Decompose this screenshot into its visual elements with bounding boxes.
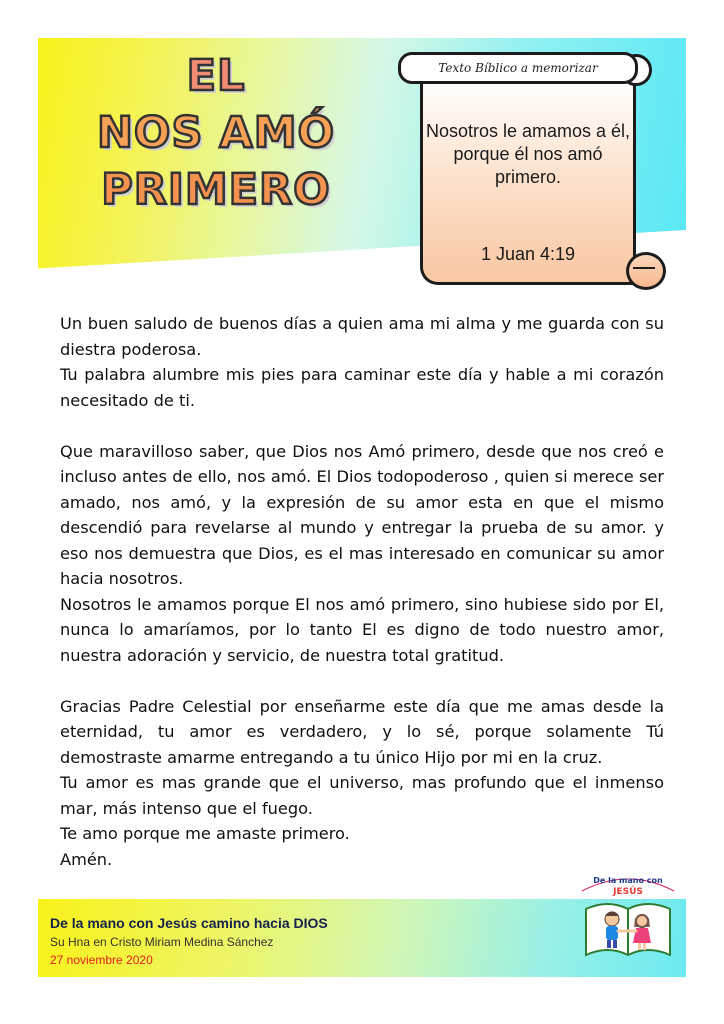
paragraph: Que maravilloso saber, que Dios nos Amó primero, desde que nos creó e incluso antes de ello, nos amó. El Dios todopoderoso , quien si merece ser amado, nos amó, y la expresión de su amor esta en que el mismo descendió para revelarse al mundo y entregar la prueba de su amor. y eso nos demuestra que Dios, es el mas interesado en comunicar su amor hacia nosotros.	[60, 441, 664, 588]
title-line-3: PRIMERO	[101, 165, 331, 215]
paragraph: Tu palabra alumbre mis pies para caminar este día y hable a mi corazón necesitado de ti.	[60, 365, 664, 410]
logo-text-brand: JESÚS	[613, 887, 643, 897]
logo-text-top: De la mano con	[593, 876, 663, 885]
scroll-curl-bottom-icon	[626, 252, 666, 290]
scroll-banner-label: Texto Bíblico a memorizar	[438, 61, 598, 75]
page-title	[86, 48, 346, 219]
footer-author: Su Hna en Cristo Miriam Medina Sánchez	[50, 935, 274, 949]
memory-verse-scroll	[398, 52, 670, 288]
paragraph: Un buen saludo de buenos días a quien ama mi alma y me guarda con su diestra poderosa.	[60, 314, 664, 359]
paragraph: Tu amor es mas grande que el universo, mas profundo que el inmenso mar, más intenso que el fuego.	[60, 773, 664, 818]
title-line-2: NOS AMÓ	[96, 108, 336, 158]
paragraph: Te amo porque me amaste primero.	[60, 824, 350, 843]
ministry-logo-icon	[568, 869, 688, 975]
footer-date: 27 noviembre 2020	[50, 953, 153, 967]
footer	[38, 876, 686, 977]
memory-verse-reference: 1 Juan 4:19	[480, 244, 576, 264]
paragraph: Nosotros le amamos porque El nos amó primero, sino hubiese sido por El, nunca lo amaríamos, por lo tanto El es digno de todo nuestro amor, nuestra adoración y servicio, de nuestra total gratitud.	[60, 594, 664, 665]
title-line-1: EL	[186, 51, 246, 101]
paragraph: Amén.	[60, 849, 113, 869]
paragraph: Gracias Padre Celestial por enseñarme este día que me amas desde la eternidad, tu amor es verdadero, y lo sé, porque solamente Tú demostraste amarme entregando a tu único Hijo por mi en la cruz.	[60, 696, 664, 767]
scroll-banner	[398, 52, 638, 84]
memory-verse-text: Nosotros le amamos a él, porque él nos amó primero.	[425, 121, 631, 187]
footer-title: De la mano con Jesús camino hacia DIOS	[50, 915, 328, 931]
devotional-body	[60, 311, 664, 872]
scroll-parchment	[420, 76, 636, 285]
